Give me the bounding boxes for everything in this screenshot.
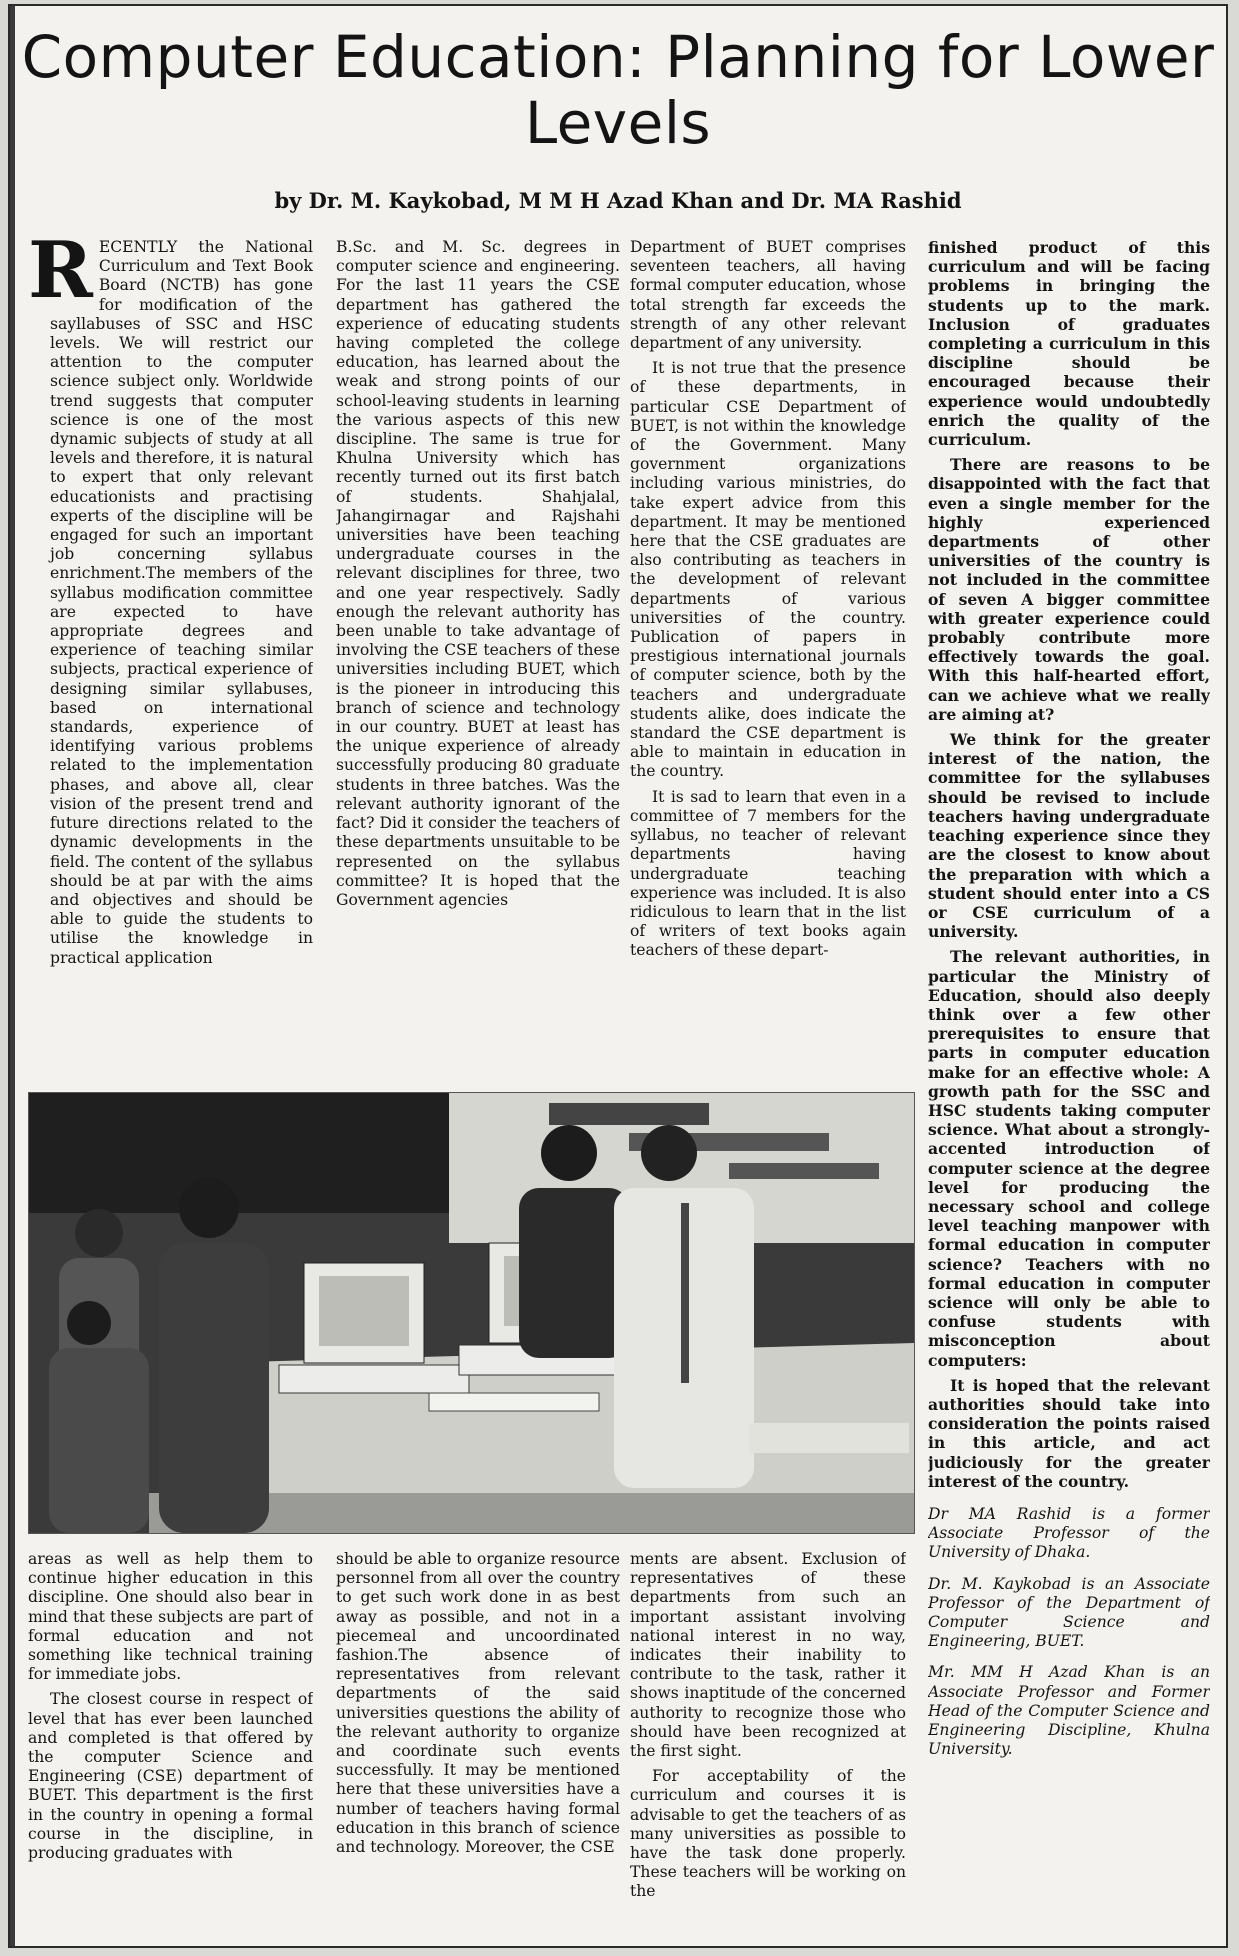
paragraph: We think for the greater interest of the nation, the committee for the syllabuses should be revised to include teachers having undergraduate teaching experience since they are the closest to know about the preparation with which a student should enter into a CS or CSE curriculum of a university. bbox=[928, 730, 1210, 942]
paragraph: The relevant authorities, in particular the Ministry of Education, should also deeply think over a few other prerequisites to ensure that parts in computer education make for an effective whole: A growth path for the SSC and HSC students taking computer science. What about a strongly-accented introduction of computer science at the degree level for producing the necessary school and college level teaching manpower with formal education in computer science? Teachers with no formal education in computer science will only be able to confuse students with misconception about computers: bbox=[928, 947, 1210, 1370]
paragraph: ments are absent. Exclusion of representatives of these departments from such an important assistant involving national interest in no way, indicates their inability to contribute to the task, rather it shows inaptitude of the concerned authority to recognize those who should have been recognized at the first sight. bbox=[630, 1550, 906, 1761]
column-1-continued bbox=[28, 1550, 313, 1938]
column-3-continued bbox=[630, 1550, 906, 1938]
column-4 bbox=[928, 238, 1210, 1938]
paragraph: areas as well as help them to continue higher education in this discipline. One should also bear in mind that these subjects are part of formal education and not something like technical training for immediate jobs. bbox=[28, 1550, 313, 1684]
lead-paragraph: RECENTLY the National Curriculum and Text Book Board (NCTB) has gone for modification of the sayllabuses of SSC and HSC levels. We will restrict our attention to the computer science subject only. Worldwide trend suggests that computer science is one of the most dynamic subjects of study at all levels and therefore, it is natural to expert that only relevant educationists and practising experts of the discipline will be engaged for such an important job concerning syllabus enrichment.The members of the syllabus modification committee are expected to have appropriate degrees and experience of teaching similar subjects, practical experience of designing similar syllabuses, based on international standards, experience of identifying various problems related to the implementation phases, and above all, clear vision of the present trend and future directions related to the dynamic developments in the field. The content of the syllabus should be at par with the aims and objectives and should be able to guide the students to utilise the knowledge in practical application bbox=[28, 238, 313, 967]
paragraph: For acceptability of the curriculum and courses it is advisable to get the teachers of as many universities as possible to have the task done properly. These teachers will be working on the bbox=[630, 1767, 906, 1901]
paragraph: There are reasons to be disappointed with the fact that even a single member for the highly experienced departments of other universities of the country is not included in the committee of seven A bigger committee with greater experience could probably contribute more effectively towards the goal. With this half-hearted effort, can we achieve what we really are aiming at? bbox=[928, 455, 1210, 724]
headline: Computer Education: Planning for Lower Levels bbox=[21, 23, 1215, 157]
photo-illustration bbox=[29, 1093, 914, 1533]
author-credits bbox=[928, 1505, 1210, 1759]
newspaper-page bbox=[8, 4, 1228, 1948]
paragraph: The closest course in respect of level that has ever been launched and completed is that offered by the computer Science and Engineering (CSE) department of BUET. This department is the first in the country in opening a formal course in the discipline, in producing graduates with bbox=[28, 1690, 313, 1863]
credit-khan: Mr. MM H Azad Khan is an Associate Professor and Former Head of the Computer Science and Engineering Discipline, Khulna University. bbox=[928, 1663, 1210, 1759]
column-2-continued bbox=[336, 1550, 620, 1938]
paragraph: finished product of this curriculum and will be facing problems in bringing the students up to the mark. Inclusion of graduates completing a curriculum in this discipline should be encouraged because their experience would undoubtedly enrich the quality of the curriculum. bbox=[928, 238, 1210, 450]
news-photo bbox=[28, 1092, 915, 1534]
paragraph: should be able to organize resource personnel from all over the country to get such work done in as best away as possible, and not in a piecemeal and uncoordinated fashion.The absence of representatives from relevant departments of the said universities questions the ability of the relevant authority to organize and coordinate such events successfully. It may be mentioned here that these universities have a number of teachers having formal education in this branch of science and technology. Moreover, the CSE bbox=[336, 1550, 620, 1857]
paragraph: It is hoped that the relevant authorities should take into consideration the points raised in this article, and act judiciously for the greater interest of the country. bbox=[928, 1375, 1210, 1491]
credit-kaykobad: Dr. M. Kaykobad is an Associate Professor of the Department of Computer Science and Engineering, BUET. bbox=[928, 1574, 1210, 1651]
credit-rashid: Dr MA Rashid is a former Associate Professor of the University of Dhaka. bbox=[928, 1505, 1210, 1562]
paragraph: It is not true that the presence of these departments, in particular CSE Department of BUET, is not within the knowledge of the Government. Many government organizations including various ministries, do take expert advice from this department. It may be mentioned here that the CSE graduates are also contributing as teachers in the development of relevant departments of various universities of the country. Publication of papers in prestigious international journals of computer science, both by the teachers and undergraduate students alike, does indicate the standard the CSE department is able to maintain in education in the country. bbox=[630, 359, 906, 781]
byline: by Dr. M. Kaykobad, M M H Azad Khan and Dr. MA Rashid bbox=[274, 188, 962, 213]
column-1 bbox=[28, 238, 313, 1074]
drop-cap: R bbox=[28, 238, 93, 316]
column-3 bbox=[630, 238, 906, 1074]
paragraph: It is sad to learn that even in a committee of 7 members for the syllabus, no teacher of relevant departments having undergraduate teaching experience was included. It is also ridiculous to learn that in the list of writers of text books again teachers of these depart- bbox=[630, 787, 906, 960]
column-2 bbox=[336, 238, 620, 1074]
paragraph: Department of BUET comprises seventeen teachers, all having formal computer education, whose total strength far exceeds the strength of any other relevant department of any university. bbox=[630, 238, 906, 353]
paragraph: B.Sc. and M. Sc. degrees in computer science and engineering. For the last 11 years the CSE department has gathered the experience of educating students having completed the college education, has learned about the weak and strong points of our school-leaving students in learning the various aspects of this new discipline. The same is true for Khulna University which has recently turned out its first batch of students. Shahjalal, Jahangirnagar and Rajshahi universities have been teaching undergraduate courses in the relevant disciplines for three, two and one year respectively. Sadly enough the relevant authority has been unable to take advantage of involving the CSE teachers of these universities including BUET, which is the pioneer in introducing this branch of science and technology in our country. BUET at least has the unique experience of already successfully producing 80 graduate students in three batches. Was the relevant authority ignorant of the fact? Did it consider the teachers of these departments unsuitable to be represented on the syllabus committee? It is hoped that the Government agencies bbox=[336, 238, 620, 909]
